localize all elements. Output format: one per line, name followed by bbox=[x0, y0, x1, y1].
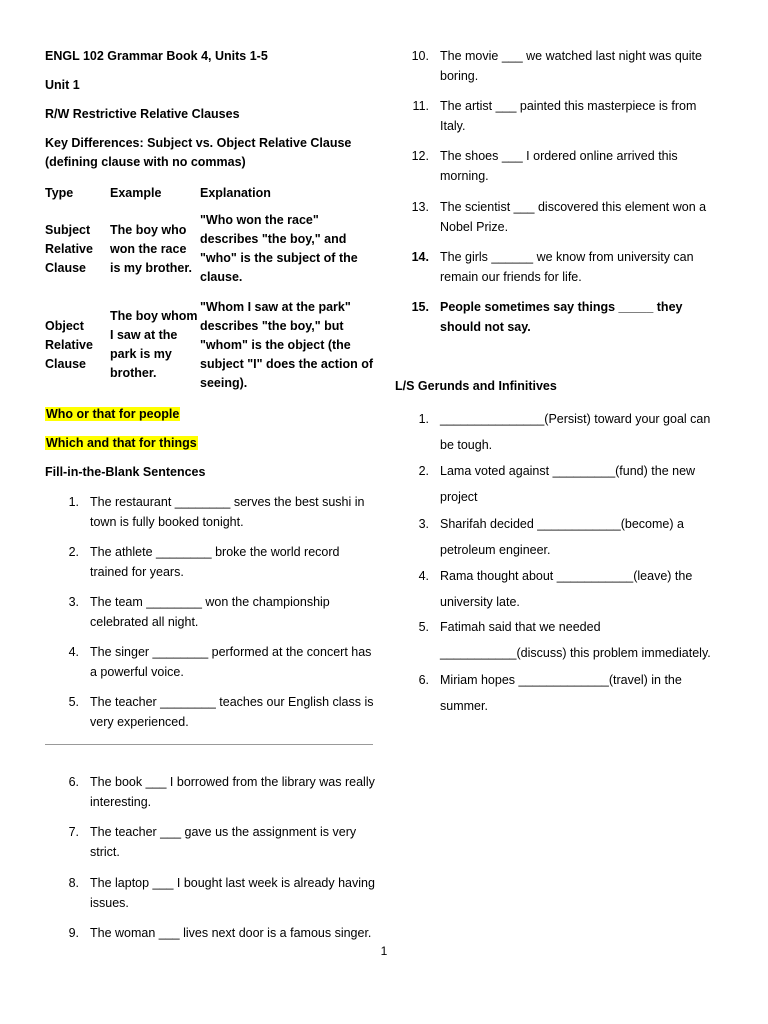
section-heading: R/W Restrictive Relative Clauses bbox=[45, 107, 240, 121]
table-cell-example: The boy who won the race is my brother. bbox=[110, 222, 192, 275]
table-header-row bbox=[45, 180, 375, 206]
note-people-highlight: Who or that for people bbox=[46, 407, 180, 421]
fill-in-heading: Fill-in-the-Blank Sentences bbox=[45, 465, 206, 479]
unit-heading: Unit 1 bbox=[45, 78, 80, 92]
table-header-type: Type bbox=[45, 185, 74, 200]
note-things-highlight: Which and that for things bbox=[46, 436, 197, 450]
relative-clause-table bbox=[45, 180, 375, 398]
table-header-example: Example bbox=[110, 185, 162, 200]
table-cell-explanation: "Who won the race" describes "the boy," and "who" is the subject of the clause. bbox=[200, 213, 358, 284]
table-row bbox=[45, 206, 375, 292]
page-number: 1 bbox=[380, 944, 388, 958]
section-divider bbox=[45, 744, 373, 745]
table-header-explanation: Explanation bbox=[200, 185, 271, 200]
table-cell-type: Object Relative Clause bbox=[45, 318, 93, 371]
gerunds-heading: L/S Gerunds and Infinitives bbox=[395, 379, 557, 393]
table-cell-example: The boy whom I saw at the park is my brother. bbox=[110, 309, 198, 380]
key-differences-line2: (defining clause with no commas) bbox=[45, 155, 246, 169]
key-differences-line1: Key Differences: Subject vs. Object Relative Clause bbox=[45, 136, 352, 150]
table-cell-explanation: "Whom I saw at the park" describes "the boy," but "whom" is the object (the subject "I" does the action of seeing). bbox=[200, 299, 373, 390]
table-row bbox=[45, 292, 375, 398]
document-title: ENGL 102 Grammar Book 4, Units 1-5 bbox=[45, 49, 268, 63]
table-cell-type: Subject Relative Clause bbox=[45, 222, 93, 275]
